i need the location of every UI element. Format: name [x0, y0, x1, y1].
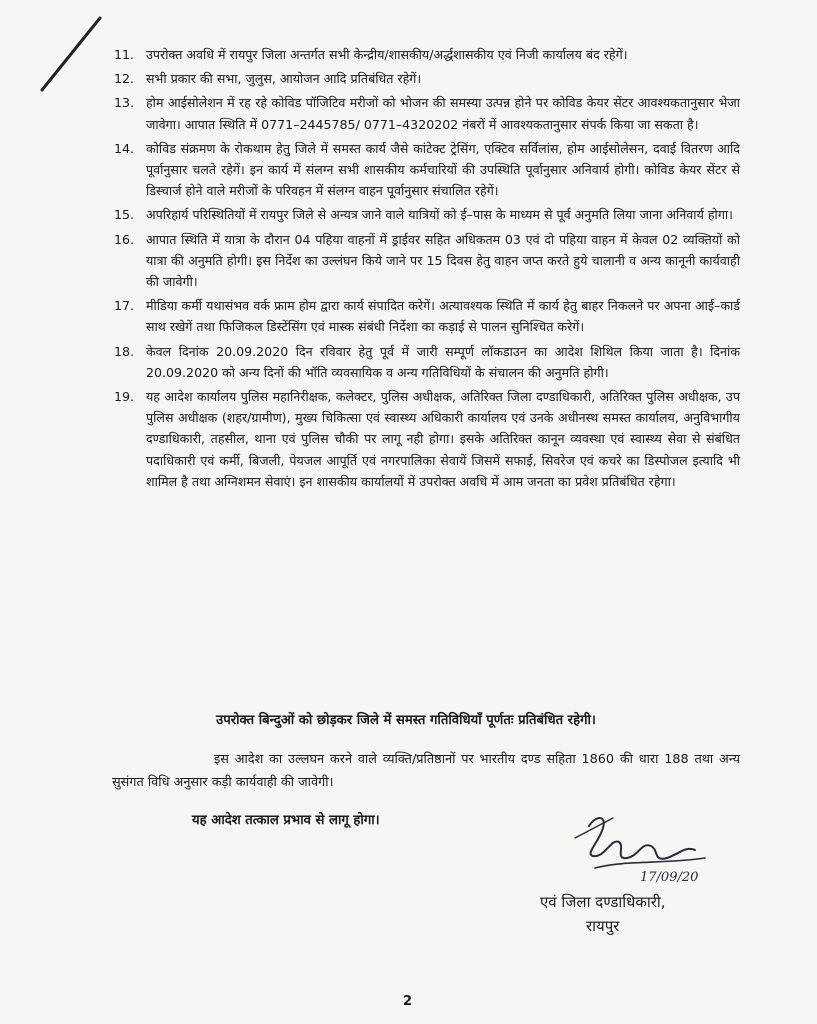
list-item	[114, 295, 740, 337]
page-number: 2	[403, 994, 413, 1009]
item-number: 17.	[114, 298, 135, 314]
list-item	[114, 204, 740, 225]
item-text: यह आदेश कार्यालय पुलिस महानिरीक्षक, कलेक्टर, पुलिस अधीक्षक, अतिरिक्त जिला दण्डाधिकारी, अतिरिक्त पुलिस अधीक्षक, उप पुलिस अधीक्षक (शहर/ग्रामीण), मुख्य चिकित्सा एवं स्वास्थ्य अधिकारी कार्यालय एवं उनके अधीनस्थ समस्त कार्यालय, अनुविभागीय दण्डाधिकारी, तहसील, थाना एवं पुलिस चौकी पर लागू नही होगा। इसके अतिरिक्त कानून व्यवस्था एवं स्वास्थ्य सेवा से संबंधित पदाधिकारी एवं कर्मी, बिजली, पेयजल आपूर्ति एवं नगरपालिका सेवायें जिसमें सफाई, सिवरेज एवं कचरे का डिस्पोजल इत्यादि भी शामिल है तथा अग्निशमन सेवाएं। इन शासकीय कार्यालयों में उपरोक्त अवधि में आम जनता का प्रवेश प्रतिबंधित रहेगा।	[146, 389, 740, 489]
item-number: 18.	[114, 343, 135, 359]
item-text: होम आईसोलेशन में रह रहे कोविड पॉजिटिव मरीजों को भोजन की समस्या उत्पन्न होने पर कोविड केयर सेंटर आवश्यकतानुसार भेजा जावेगा। आपात स्थिति में 0771–2445785/ 0771–4320202 नंबरों में आवश्यकतानुसार संपर्क किया जा सकता है।	[146, 95, 740, 132]
order-items-list	[114, 44, 740, 495]
item-number: 15.	[114, 207, 135, 223]
list-item	[114, 138, 740, 202]
item-text: अपरिहार्य परिस्थितियों में रायपुर जिले से अन्यत्र जाने वाले यात्रियों को ई–पास के माध्यम से पूर्व अनुमति लिया जाना अनिवार्य होगा।	[146, 207, 733, 223]
item-number: 14.	[114, 140, 135, 156]
list-item	[114, 341, 740, 383]
item-number: 13.	[114, 95, 135, 111]
list-item	[114, 92, 740, 134]
list-item	[114, 68, 740, 89]
item-text: केवल दिनांक 20.09.2020 दिन रविवार हेतु पूर्व में जारी सम्पूर्ण लॉकडाउन का आदेश शिथिल किया जाता है। दिनांक 20.09.2020 को अन्य दिनों की भॉति व्यवसायिक व अन्य गतिविधियों के संचालन की अनुमति होगी।	[146, 343, 740, 380]
item-number: 11.	[114, 47, 135, 62]
item-number: 16.	[114, 231, 135, 247]
summary-statement: उपरोक्त बिन्दुओं को छोड़कर जिले में समस्त गतिविधियॉं पूर्णतः प्रतिबंधित रहेगी।	[216, 713, 596, 728]
officer-location: रायपुर	[586, 917, 620, 935]
list-item	[114, 386, 740, 492]
item-text: आपात स्थिति में यात्रा के दौरान 04 पहिया वाहनों में ड्राईवर सहित अधिकतम 03 एवं दो पहिया वाहन में केवल 02 व्यक्तियों को यात्रा की अनुमति होगी। इस निर्देश का उल्लंघन किये जाने पर 15 दिवस हेतु वाहन जप्त करते हुये चालानी व अन्य कानूनी कार्यवाही की जावेगी।	[146, 231, 740, 290]
item-text: उपरोक्त अवधि में रायपुर जिला अन्तर्गत सभी केन्द्रीय/शासकीय/अर्द्धशासकीय एवं निजी कार्यालय बंद रहेगें।	[146, 47, 628, 62]
item-number: 19.	[114, 389, 135, 405]
officer-designation: एवं जिला दण्डाधिकारी,	[540, 893, 666, 911]
list-item	[114, 44, 740, 65]
pen-stroke-mark	[36, 14, 106, 94]
effective-immediately-statement: यह आदेश तत्काल प्रभाव से लागू होगा।	[192, 813, 380, 828]
list-item	[114, 229, 740, 293]
item-number: 12.	[114, 71, 135, 87]
item-text: मीडिया कर्मी यथासंभव वर्क फ्राम होम द्वारा कार्य संपादित करेगें। अत्यावश्यक स्थिति में कार्य हेतु बाहर निकलने पर अपना आई–कार्ड साथ रखेगें तथा फिजिकल डिस्टेंसिंग एवं मास्क संबंधी निर्देशा का कड़ाई से पालन सुनिश्चित करेगें।	[146, 298, 740, 335]
signature-date: 17/09/20	[640, 870, 699, 885]
penalty-warning: इस आदेश का उल्लघन करने वाले व्यक्ति/प्रतिष्ठानों पर भारतीय दण्ड सहिता 1860 की धारा 188 तथा अन्य सुसंगत विधि अनुसार कड़ी कार्यवाही की जावेगी।	[112, 752, 740, 790]
item-text: कोविड संक्रमण के रोकथाम हेतु जिले में समस्त कार्य जैसे कांटेक्ट ट्रेसिंग, एक्टिव सर्विलांस, होम आईसोलेसन, दवाई वितरण आदि पूर्वानुसार चलते रहेगें। इन कार्य में संलग्न सभी शासकीय कर्मचारियों की उपस्थिति पूर्वानुसार अनिवार्य होगी। कोविड केयर सेंटर से डिस्चार्ज होने वाले मरीजों के परिवहन में संलग्न वाहन पूर्वानुसार संचालित रहेगें।	[146, 140, 740, 199]
item-text: सभी प्रकार की सभा, जुलुस, आयोजन आदि प्रतिबंधित रहेगें।	[146, 71, 422, 87]
